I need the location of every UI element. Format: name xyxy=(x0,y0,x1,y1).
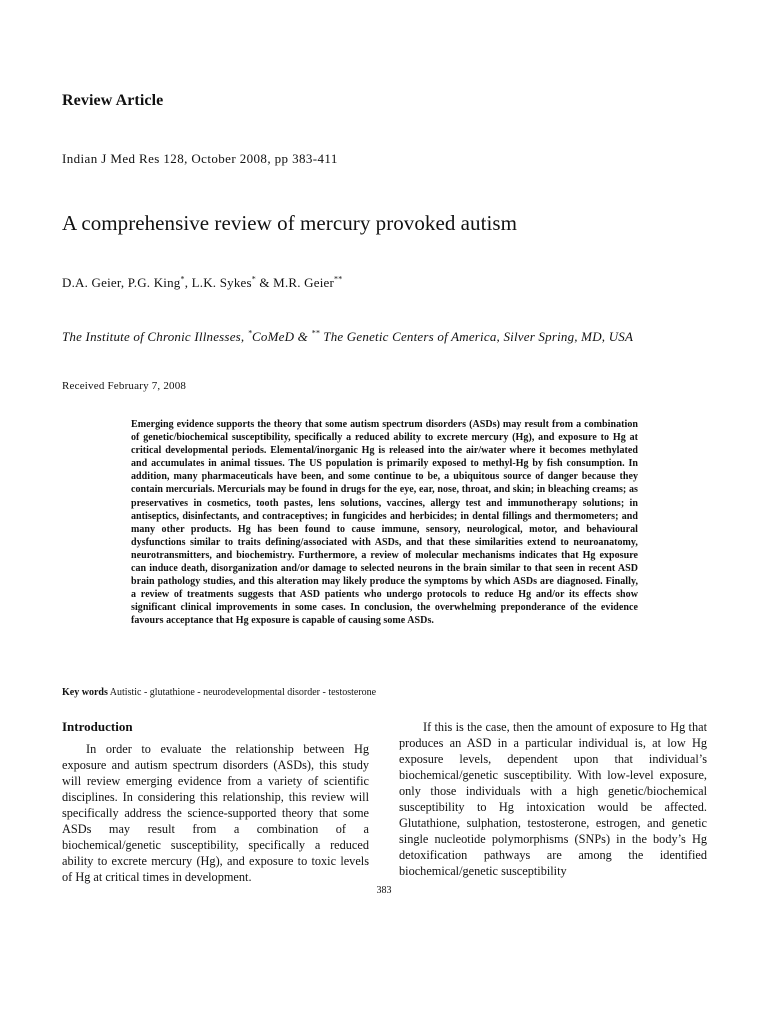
author-mark-1: * xyxy=(180,274,185,284)
author-names-2: , L.K. Sykes xyxy=(184,275,252,290)
page-number: 383 xyxy=(376,885,392,896)
body-paragraph-left: In order to evaluate the relationship between Hg exposure and autism spectrum disorders (ASDs), this study will review emerging evidence from a variety of scientific disciplines. In considering this relationship, this review will specifically address the science-supported theory that some ASDs may result from a combination of a biochemical/genetic susceptibility, specifically a reduced ability to excrete mercury (Hg), and exposure to toxic levels of Hg at critical times in development. xyxy=(62,742,369,885)
affiliation-part-2: CoMeD & xyxy=(252,329,312,344)
keywords-label: Key words xyxy=(62,687,108,698)
author-mark-2: * xyxy=(251,274,256,284)
introduction-heading: Introduction xyxy=(62,719,133,734)
keywords-line xyxy=(62,687,376,698)
body-paragraph-right: If this is the case, then the amount of exposure to Hg that produces an ASD in a particular individual is, at low Hg exposure levels, dependent upon that individual’s biochemical/genetic susceptibility. With low-level exposure, only those individuals with a high genetic/biochemical susceptibility to Hg intoxication would be affected. Glutathione, sulphation, testosterone, estrogen, and genetic single nucleotide polymorphisms (SNPs) in the body’s Hg detoxification pathways are among the identified biochemical/genetic susceptibility xyxy=(399,720,707,879)
affiliation-part-1: The Institute of Chronic Illnesses, xyxy=(62,329,248,344)
affiliation-mark-2: ** xyxy=(311,328,320,338)
affiliation-mark-1: * xyxy=(247,328,253,338)
journal-citation: Indian J Med Res 128, October 2008, pp 383-411 xyxy=(62,151,338,166)
article-title: A comprehensive review of mercury provoked autism xyxy=(62,211,517,235)
author-mark-3: ** xyxy=(334,274,343,284)
affiliation-part-3: The Genetic Centers of America, Silver Spring, MD, USA xyxy=(319,329,634,344)
author-names-1: D.A. Geier, P.G. King xyxy=(62,275,181,290)
author-names-3: & M.R. Geier xyxy=(255,275,335,290)
received-date: Received February 7, 2008 xyxy=(62,380,187,392)
left-column xyxy=(62,719,369,885)
abstract-text: Emerging evidence supports the theory that some autism spectrum disorders (ASDs) may result from a combination of genetic/biochemical susceptibility, specifically a reduced ability to excrete mercury (Hg), and exposure to Hg at critical developmental periods. Elemental/inorganic Hg is released into the air/water where it becomes methylated and accumulates in animal tissues. The US population is primarily exposed to methyl-Hg by fish consumption. In addition, many pharmaceuticals have been, and some continue to be, a ubiquitous source of danger because they contain mercurials. Mercurials may be found in drugs for the eye, ear, nose, throat, and skin; in bleaching creams; as preservatives in cosmetics, tooth pastes, lens solutions, vaccines, allergy test and immunotherapy solutions; in antiseptics, disinfectants, and contraceptives; in fungicides and herbicides; in dental fillings and thermometers; and many other products. Hg has been found to cause immune, sensory, neurological, motor, and behavioural dysfunctions similar to traits defining/associated with ASDs, and that these similarities extend to neuroanatomy, neurotransmitters, and biochemistry. Furthermore, a review of molecular mechanisms indicates that Hg exposure can induce death, disorganization and/or damage to selected neurons in the brain similar to that seen in recent ASD brain pathology studies, and this alteration may likely produce the symptoms by which ASDs are diagnosed. Finally, a review of treatments suggests that ASD patients who undergo protocols to reduce Hg and/or its effects show significant clinical improvements in some cases. In conclusion, the overwhelming preponderance of the evidence favours acceptance that Hg exposure is capable of causing some ASDs. xyxy=(131,419,638,627)
keywords-text: Autistic - glutathione - neurodevelopmental disorder - testosterone xyxy=(107,687,377,698)
affiliation xyxy=(62,329,633,345)
author-list xyxy=(62,275,342,291)
section-label: Review Article xyxy=(62,92,164,109)
right-column xyxy=(399,719,707,879)
